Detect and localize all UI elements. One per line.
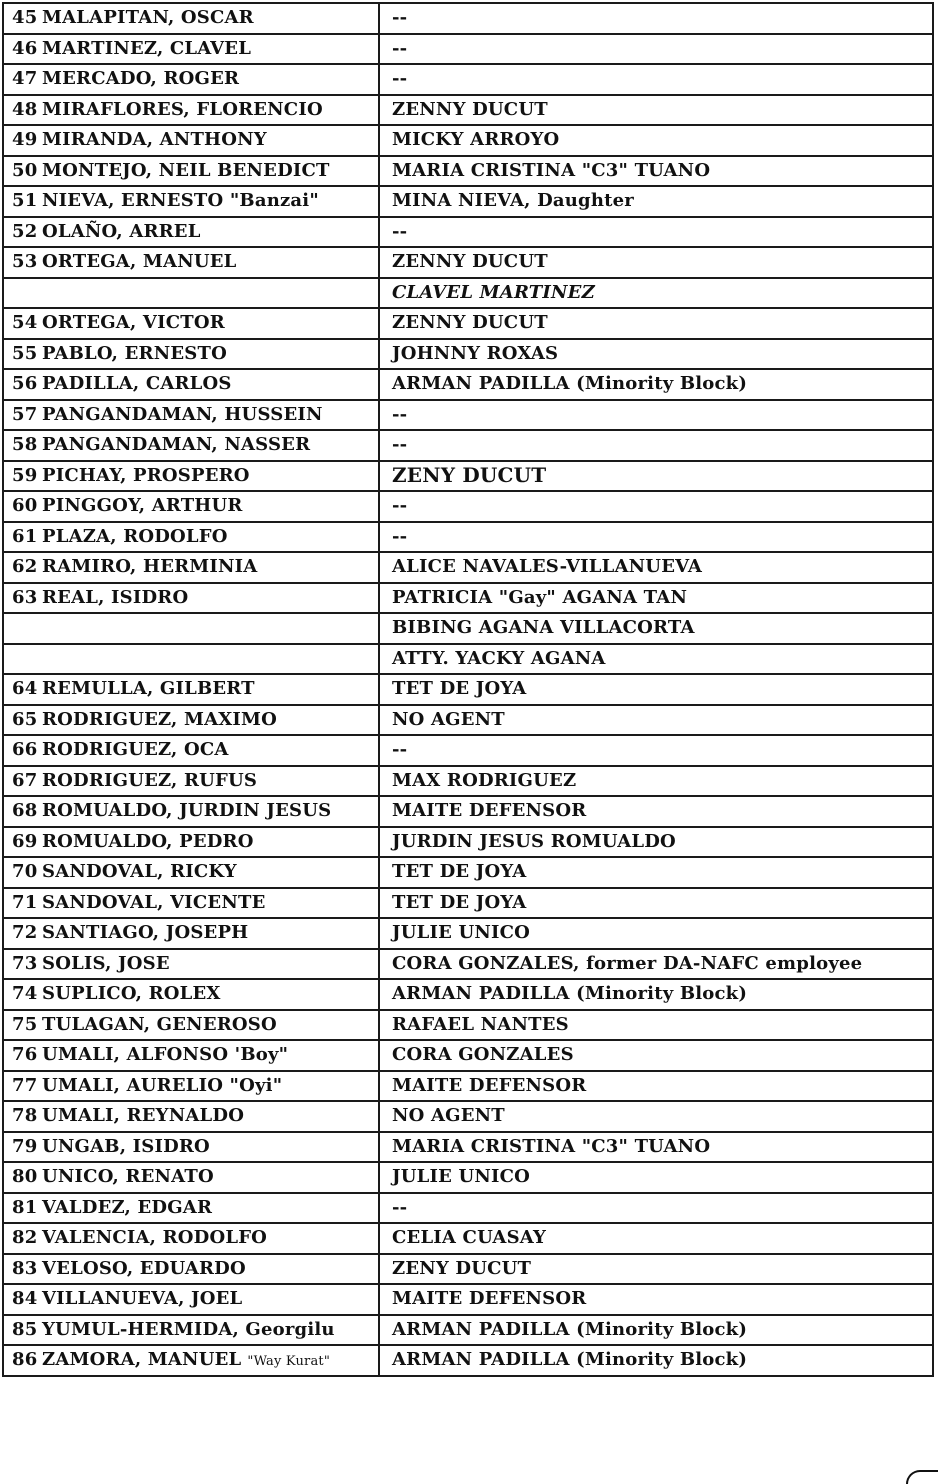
legislator-name: RODRIGUEZ, MAXIMO (42, 708, 278, 730)
table-row (3, 827, 933, 858)
legislator-cell (3, 64, 379, 95)
row-number: 66 (12, 739, 38, 761)
agent-name: -- (392, 1196, 408, 1218)
legislator-name: RAMIRO, HERMINIA (42, 556, 258, 578)
legislator-cell (3, 1315, 379, 1346)
agent-name: NO AGENT (392, 1105, 505, 1127)
agent-name: RAFAEL NANTES (392, 1013, 569, 1035)
legislator-name: MONTEJO, NEIL BENEDICT (42, 159, 330, 181)
table-row (3, 95, 933, 126)
legislator-name: ZAMORA, MANUEL (42, 1349, 242, 1371)
row-number: 60 (12, 495, 38, 517)
agent-name: ATTY. YACKY AGANA (392, 647, 606, 669)
agent-cell (379, 1223, 933, 1254)
legislator-name: MERCADO, ROGER (42, 68, 240, 90)
agent-name: CLAVEL MARTINEZ (392, 281, 595, 303)
legislator-name: ROMUALDO, PEDRO (42, 830, 254, 852)
agent-cell (379, 1040, 933, 1071)
agent-cell (379, 522, 933, 553)
agent-name: -- (392, 525, 408, 547)
row-number: 74 (12, 983, 38, 1005)
agent-cell (379, 1132, 933, 1163)
legislator-cell (3, 461, 379, 492)
table-row (3, 3, 933, 34)
legislator-cell (3, 1284, 379, 1315)
legislator-name: VILLANUEVA, JOEL (42, 1288, 243, 1310)
table-row (3, 247, 933, 278)
row-number: 83 (12, 1257, 38, 1279)
row-number: 51 (12, 190, 38, 212)
agent-name: ZENNY DUCUT (392, 312, 548, 334)
legislator-cell (3, 400, 379, 431)
agent-name: MARIA CRISTINA "C3" TUANO (392, 1135, 711, 1157)
table-row (3, 552, 933, 583)
row-number: 64 (12, 678, 38, 700)
table-row (3, 766, 933, 797)
agent-cell (379, 95, 933, 126)
legislator-name: TULAGAN, GENEROSO (42, 1013, 277, 1035)
legislator-cell (3, 1071, 379, 1102)
legislator-cell (3, 125, 379, 156)
agent-name: MICKY ARROYO (392, 129, 560, 151)
legislator-name: ROMUALDO, JURDIN JESUS (42, 800, 332, 822)
row-number: 56 (12, 373, 38, 395)
legislator-name: VALENCIA, RODOLFO (42, 1227, 268, 1249)
legislator-name: SANDOVAL, RICKY (42, 861, 237, 883)
table-body (3, 3, 933, 1376)
row-number: 62 (12, 556, 38, 578)
legislator-name: ORTEGA, MANUEL (42, 251, 237, 273)
agent-name: TET DE JOYA (392, 861, 527, 883)
agent-name: JULIE UNICO (392, 1166, 531, 1188)
legislator-name: MARTINEZ, CLAVEL (42, 37, 252, 59)
row-number: 55 (12, 342, 38, 364)
agent-cell (379, 491, 933, 522)
table-row (3, 217, 933, 248)
agent-cell (379, 156, 933, 187)
legislator-cell (3, 674, 379, 705)
agent-cell (379, 705, 933, 736)
legislator-name: UMALI, AURELIO "Oyi" (42, 1074, 283, 1096)
legislator-cell (3, 186, 379, 217)
agent-name: JURDIN JESUS ROMUALDO (392, 830, 676, 852)
legislator-name: SANDOVAL, VICENTE (42, 891, 266, 913)
table-row (3, 1010, 933, 1041)
agent-name: PATRICIA "Gay" AGANA TAN (392, 586, 688, 608)
agent-name: TET DE JOYA (392, 678, 527, 700)
row-number: 71 (12, 891, 38, 913)
agent-cell (379, 1010, 933, 1041)
agent-cell (379, 1101, 933, 1132)
agent-cell (379, 674, 933, 705)
row-number: 77 (12, 1074, 38, 1096)
agent-name: JULIE UNICO (392, 922, 531, 944)
agent-cell (379, 400, 933, 431)
agent-cell (379, 1193, 933, 1224)
legislator-name: REMULLA, GILBERT (42, 678, 255, 700)
legislator-name: UMALI, REYNALDO (42, 1105, 245, 1127)
row-number: 73 (12, 952, 38, 974)
table-row (3, 125, 933, 156)
agent-name: MAITE DEFENSOR (392, 800, 587, 822)
legislator-name: SUPLICO, ROLEX (42, 983, 221, 1005)
row-number: 86 (12, 1349, 38, 1371)
legislator-cell (3, 796, 379, 827)
legislator-cell (3, 1193, 379, 1224)
legislator-cell (3, 583, 379, 614)
agent-cell (379, 1254, 933, 1285)
table-row (3, 735, 933, 766)
agent-cell (379, 949, 933, 980)
legislator-cell (3, 217, 379, 248)
legislator-name: MIRANDA, ANTHONY (42, 129, 267, 151)
legislator-cell (3, 1223, 379, 1254)
agent-name: BIBING AGANA VILLACORTA (392, 617, 695, 639)
agent-name: MAITE DEFENSOR (392, 1074, 587, 1096)
table-row (3, 979, 933, 1010)
agent-name: MAX RODRIGUEZ (392, 769, 577, 791)
table-row (3, 583, 933, 614)
row-number: 47 (12, 68, 38, 90)
agent-cell (379, 552, 933, 583)
agent-name: ZENNY DUCUT (392, 251, 548, 273)
agent-cell (379, 247, 933, 278)
legislator-cell (3, 95, 379, 126)
row-number: 49 (12, 129, 38, 151)
legislator-name: ORTEGA, VICTOR (42, 312, 225, 334)
agent-cell (379, 583, 933, 614)
table-row (3, 491, 933, 522)
row-number: 48 (12, 98, 38, 120)
legislator-name: OLAÑO, ARREL (42, 220, 201, 242)
legislator-cell (3, 979, 379, 1010)
agent-cell (379, 1284, 933, 1315)
row-number: 80 (12, 1166, 38, 1188)
legislator-cell (3, 247, 379, 278)
table-row (3, 339, 933, 370)
agent-cell (379, 888, 933, 919)
table-row (3, 34, 933, 65)
agent-name: NO AGENT (392, 708, 505, 730)
legislator-cell (3, 156, 379, 187)
agent-cell (379, 34, 933, 65)
legislator-name: SOLIS, JOSE (42, 952, 170, 974)
legislator-name: VELOSO, EDUARDO (42, 1257, 246, 1279)
agent-name: ARMAN PADILLA (Minority Block) (392, 1349, 748, 1371)
agent-cell (379, 857, 933, 888)
row-number: 78 (12, 1105, 38, 1127)
agent-cell (379, 979, 933, 1010)
legislator-name: UMALI, ALFONSO 'Boy" (42, 1044, 289, 1066)
legislator-cell (3, 735, 379, 766)
row-number: 82 (12, 1227, 38, 1249)
table-row (3, 888, 933, 919)
legislator-cell (3, 827, 379, 858)
legislator-cell (3, 522, 379, 553)
row-number: 85 (12, 1318, 38, 1340)
table-row (3, 1193, 933, 1224)
legislator-cell (3, 369, 379, 400)
legislator-name: PLAZA, RODOLFO (42, 525, 228, 547)
row-number: 76 (12, 1044, 38, 1066)
legislator-cell (3, 3, 379, 34)
row-number: 50 (12, 159, 38, 181)
table-row (3, 461, 933, 492)
agent-cell (379, 1071, 933, 1102)
agent-name: ZENY DUCUT (392, 1257, 532, 1279)
legislator-cell (3, 1162, 379, 1193)
table-row (3, 613, 933, 644)
legislator-cell (3, 1132, 379, 1163)
agent-cell (379, 766, 933, 797)
agent-name: ARMAN PADILLA (Minority Block) (392, 373, 748, 395)
legislator-cell (3, 613, 379, 644)
agent-name: MINA NIEVA, Daughter (392, 190, 634, 212)
legislator-cell (3, 644, 379, 675)
row-number: 67 (12, 769, 38, 791)
agent-cell (379, 1345, 933, 1376)
legislator-cell (3, 34, 379, 65)
legislator-cell (3, 308, 379, 339)
row-number: 69 (12, 830, 38, 852)
agent-cell (379, 613, 933, 644)
legislator-cell (3, 491, 379, 522)
agent-name: TET DE JOYA (392, 891, 527, 913)
table-row (3, 400, 933, 431)
legislator-cell (3, 857, 379, 888)
legislator-name: PADILLA, CARLOS (42, 373, 232, 395)
agent-cell (379, 644, 933, 675)
legislator-name: MALAPITAN, OSCAR (42, 7, 254, 29)
agent-name: JOHNNY ROXAS (392, 342, 559, 364)
agent-cell (379, 64, 933, 95)
agent-name: ARMAN PADILLA (Minority Block) (392, 1318, 748, 1340)
table-row (3, 186, 933, 217)
legislator-cell (3, 949, 379, 980)
agent-name: -- (392, 37, 408, 59)
row-number: 72 (12, 922, 38, 944)
table-row (3, 644, 933, 675)
table-row (3, 796, 933, 827)
agent-cell (379, 278, 933, 309)
legislator-cell (3, 888, 379, 919)
legislator-cell (3, 705, 379, 736)
agent-cell (379, 1162, 933, 1193)
legislator-cell (3, 552, 379, 583)
legislator-name: PABLO, ERNESTO (42, 342, 227, 364)
agent-name: ALICE NAVALES-VILLANUEVA (392, 556, 703, 578)
table-row (3, 369, 933, 400)
table-row (3, 1162, 933, 1193)
agent-name: -- (392, 7, 408, 29)
table-row (3, 949, 933, 980)
table-row (3, 1040, 933, 1071)
legislator-name: MIRAFLORES, FLORENCIO (42, 98, 323, 120)
agent-cell (379, 461, 933, 492)
table-row (3, 308, 933, 339)
legislator-name: RODRIGUEZ, RUFUS (42, 769, 258, 791)
agent-name: -- (392, 403, 408, 425)
row-number: 57 (12, 403, 38, 425)
row-number: 59 (12, 464, 38, 486)
legislator-cell (3, 1040, 379, 1071)
legislator-name: UNICO, RENATO (42, 1166, 214, 1188)
agent-name: ZENNY DUCUT (392, 98, 548, 120)
legislator-cell (3, 1101, 379, 1132)
table-row (3, 1101, 933, 1132)
legislator-cell (3, 1345, 379, 1376)
agent-cell (379, 827, 933, 858)
agent-cell (379, 369, 933, 400)
legislator-cell (3, 430, 379, 461)
row-number: 75 (12, 1013, 38, 1035)
table-row (3, 1345, 933, 1376)
agent-cell (379, 1315, 933, 1346)
table-row (3, 1315, 933, 1346)
legislator-name: VALDEZ, EDGAR (42, 1196, 213, 1218)
agent-name: ARMAN PADILLA (Minority Block) (392, 983, 748, 1005)
table-row (3, 918, 933, 949)
legislator-cell (3, 766, 379, 797)
table-row (3, 430, 933, 461)
legislator-cell (3, 1254, 379, 1285)
legislator-name: YUMUL-HERMIDA, Georgilu (42, 1318, 335, 1340)
agent-name: -- (392, 495, 408, 517)
table-row (3, 705, 933, 736)
agent-cell (379, 308, 933, 339)
legislator-cell (3, 278, 379, 309)
row-number: 58 (12, 434, 38, 456)
row-number: 46 (12, 37, 38, 59)
legislator-cell (3, 339, 379, 370)
row-number: 45 (12, 7, 38, 29)
row-number: 63 (12, 586, 38, 608)
row-number: 61 (12, 525, 38, 547)
agent-cell (379, 3, 933, 34)
table-row (3, 156, 933, 187)
legislator-name: REAL, ISIDRO (42, 586, 189, 608)
table-row (3, 674, 933, 705)
row-number: 70 (12, 861, 38, 883)
legislator-name: PINGGOY, ARTHUR (42, 495, 243, 517)
legislator-name: NIEVA, ERNESTO "Banzai" (42, 190, 319, 212)
legislator-agent-table (2, 2, 934, 1377)
row-number: 53 (12, 251, 38, 273)
agent-cell (379, 430, 933, 461)
row-number: 54 (12, 312, 38, 334)
table-row (3, 64, 933, 95)
agent-cell (379, 186, 933, 217)
legislator-name: SANTIAGO, JOSEPH (42, 922, 249, 944)
table-row (3, 1254, 933, 1285)
agent-name: CORA GONZALES, former DA-NAFC employee (392, 952, 863, 974)
agent-name: CELIA CUASAY (392, 1227, 547, 1249)
table-row (3, 1071, 933, 1102)
agent-cell (379, 339, 933, 370)
legislator-cell (3, 1010, 379, 1041)
row-number: 79 (12, 1135, 38, 1157)
agent-name: MARIA CRISTINA "C3" TUANO (392, 159, 711, 181)
table-row (3, 278, 933, 309)
row-number: 84 (12, 1288, 38, 1310)
agent-name: -- (392, 739, 408, 761)
table-row (3, 522, 933, 553)
row-number: 68 (12, 800, 38, 822)
agent-cell (379, 735, 933, 766)
legislator-name: PICHAY, PROSPERO (42, 464, 250, 486)
agent-name: -- (392, 434, 408, 456)
table-row (3, 857, 933, 888)
legislator-cell (3, 918, 379, 949)
agent-cell (379, 125, 933, 156)
legislator-nickname: "Way Kurat" (247, 1354, 330, 1370)
agent-name: MAITE DEFENSOR (392, 1288, 587, 1310)
row-number: 81 (12, 1196, 38, 1218)
table-row (3, 1223, 933, 1254)
agent-name: ZENY DUCUT (392, 463, 547, 488)
agent-cell (379, 796, 933, 827)
row-number: 52 (12, 220, 38, 242)
agent-cell (379, 217, 933, 248)
agent-name: -- (392, 220, 408, 242)
table-row (3, 1132, 933, 1163)
row-number: 65 (12, 708, 38, 730)
agent-name: -- (392, 68, 408, 90)
legislator-name: PANGANDAMAN, HUSSEIN (42, 403, 323, 425)
agent-cell (379, 918, 933, 949)
legislator-name: UNGAB, ISIDRO (42, 1135, 210, 1157)
legislator-name: RODRIGUEZ, OCA (42, 739, 229, 761)
agent-name: CORA GONZALES (392, 1044, 574, 1066)
legislator-name: PANGANDAMAN, NASSER (42, 434, 311, 456)
table-row (3, 1284, 933, 1315)
